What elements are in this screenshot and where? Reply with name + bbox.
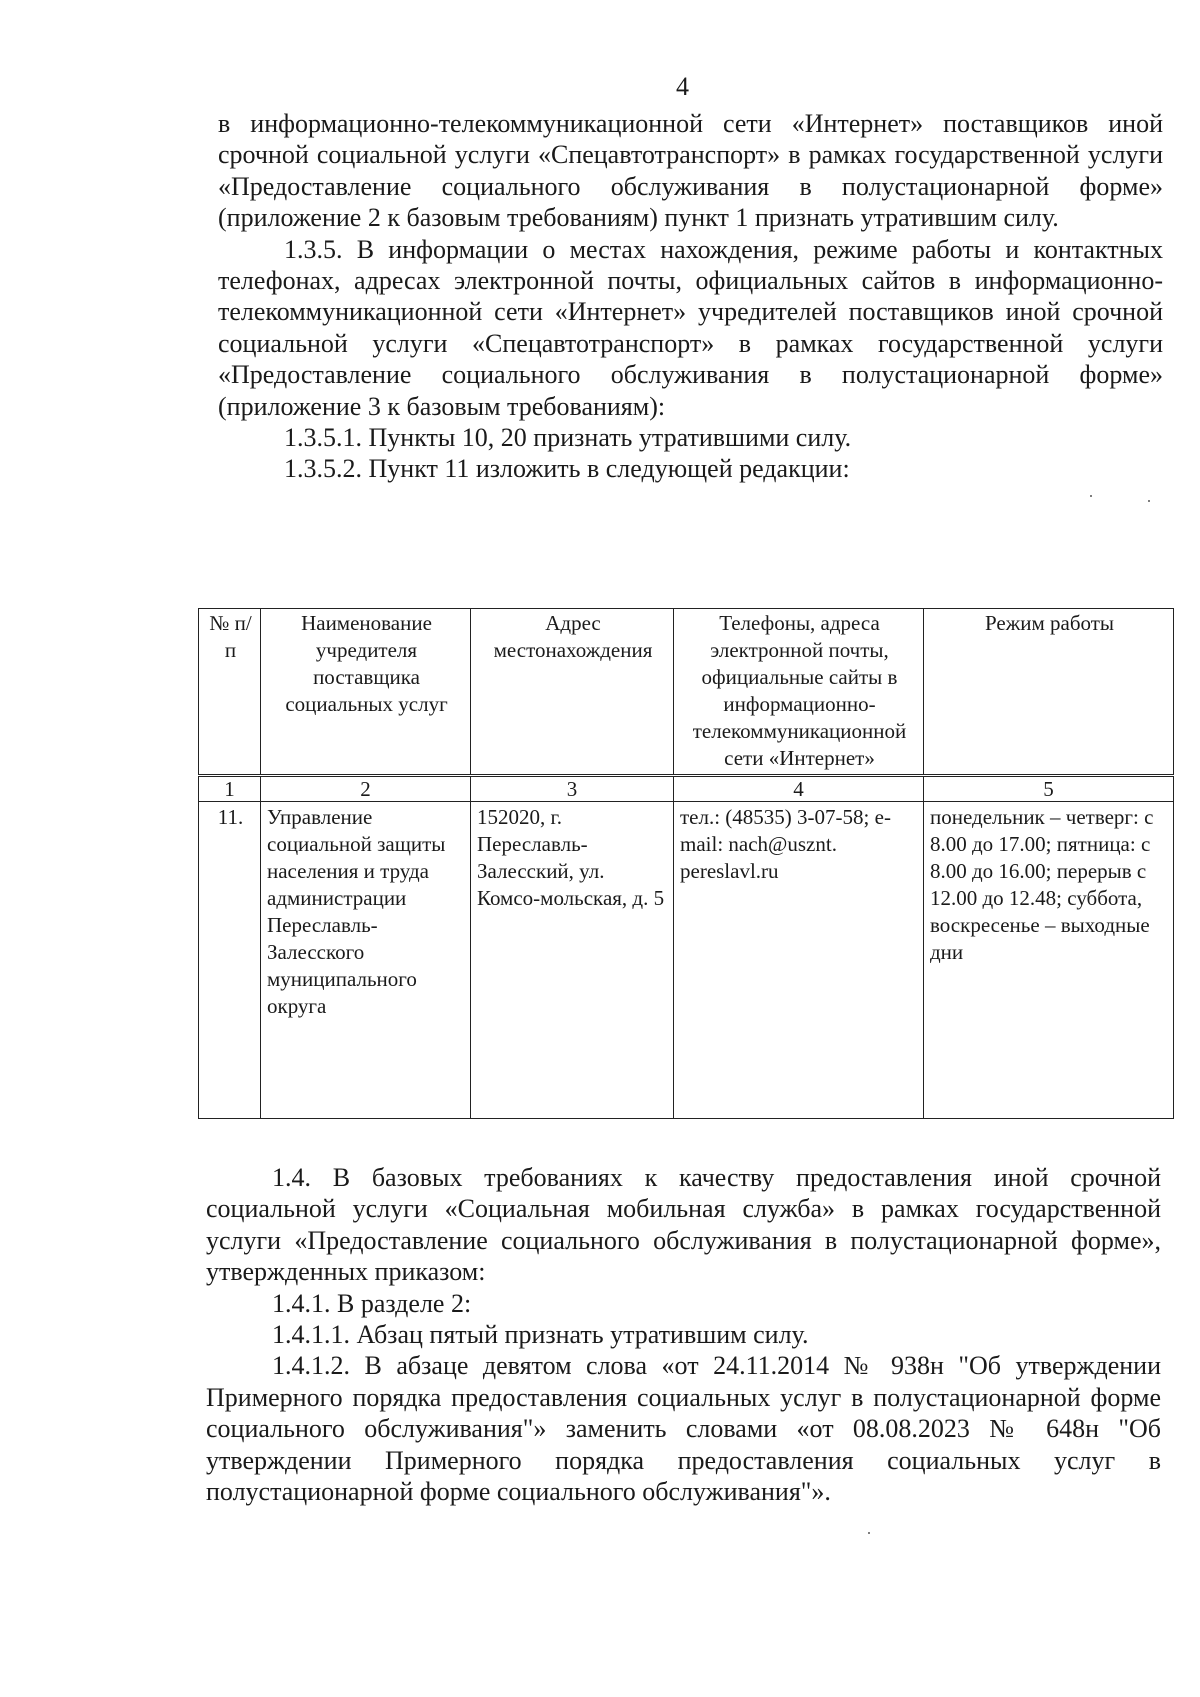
header-cell-contacts: Телефоны, адреса электронной почты, официальные сайты в информационно-телекоммуникационной сети «Интернет» xyxy=(674,609,924,776)
header-cell-number: № п/п xyxy=(199,609,261,776)
column-number-row xyxy=(199,776,1174,802)
paragraph: 1.4. В базовых требованиях к качеству предоставления иной срочной социальной услуги «Социальная мобильная служба» в рамках государственной услуги «Предоставление социального обслуживания в полустационарной форме», утвержденных приказом: xyxy=(206,1163,1161,1287)
scan-speck xyxy=(1090,495,1092,497)
header-cell-address: Адрес местонахождения xyxy=(471,609,674,776)
paragraph: 1.4.1. В разделе 2: xyxy=(272,1288,472,1318)
paragraph: 1.3.5. В информации о местах нахождения, режиме работы и контактных телефонах, адресах электронной почты, официальных сайтов в информационно-телекоммуникационной сети «Интернет» учредителей поставщиков иной срочной социальной услуги «Спецавтотранспорт» в рамках государственной услуги «Предоставление социального обслуживания в полустационарной форме» (приложение 3 к базовым требованиям): xyxy=(218,234,1163,421)
text-section-top xyxy=(218,108,1163,485)
paragraph: в информационно-телекоммуникационной сети «Интернет» поставщиков иной срочной социальной услуги «Спецавтотранспорт» в рамках государственной услуги «Предоставление социального обслуживания в полустационарной форме» (приложение 2 к базовым требованиям) пункт 1 признать утратившим силу. xyxy=(218,109,1163,233)
scan-speck xyxy=(868,1532,870,1534)
column-number: 3 xyxy=(471,776,674,802)
column-number: 5 xyxy=(924,776,1174,802)
column-number: 2 xyxy=(261,776,471,802)
header-cell-schedule: Режим работы xyxy=(924,609,1174,776)
column-number: 4 xyxy=(674,776,924,802)
cell-address: 152020, г. Переславль-Залесский, ул. Комсо-мольская, д. 5 xyxy=(471,802,674,1119)
paragraph: 1.4.1.2. В абзаце девятом слова «от 24.11.2014 № 938н "Об утверждении Примерного порядка предоставления социальных услуг в полустационарной форме социального обслуживания"» заменить словами «от 08.08.2023 № 648н "Об утверждении Примерного порядка предоставления социальных услуг в полустационарной форме социального обслуживания"». xyxy=(206,1351,1161,1507)
scan-speck xyxy=(1148,500,1150,502)
cell-number: 11. xyxy=(199,802,261,1119)
page-number: 4 xyxy=(676,72,689,101)
paragraph: 1.3.5.1. Пункты 10, 20 признать утратившими силу. xyxy=(284,423,852,453)
header-cell-name: Наименование учредителя поставщика социальных услуг xyxy=(261,609,471,776)
column-number: 1 xyxy=(199,776,261,802)
cell-name: Управление социальной защиты населения и труда администрации Переславль-Залесского муниципального округа xyxy=(261,802,471,1119)
table-row xyxy=(199,802,1174,1119)
cell-schedule: понедельник – четверг: с 8.00 до 17.00; пятница: с 8.00 до 16.00; перерыв с 12.00 до 12.48; суббота, воскресенье – выходные дни xyxy=(924,802,1174,1119)
cell-contacts: тел.: (48535) 3-07-58; e-mail: nach@usznt. pereslavl.ru xyxy=(674,802,924,1119)
table-header-row xyxy=(199,609,1174,776)
paragraph: 1.3.5.2. Пункт 11 изложить в следующей редакции: xyxy=(284,454,850,484)
text-section-bottom xyxy=(206,1162,1161,1507)
paragraph: 1.4.1.1. Абзац пятый признать утратившим силу. xyxy=(272,1320,809,1350)
founders-table xyxy=(198,608,1174,1119)
